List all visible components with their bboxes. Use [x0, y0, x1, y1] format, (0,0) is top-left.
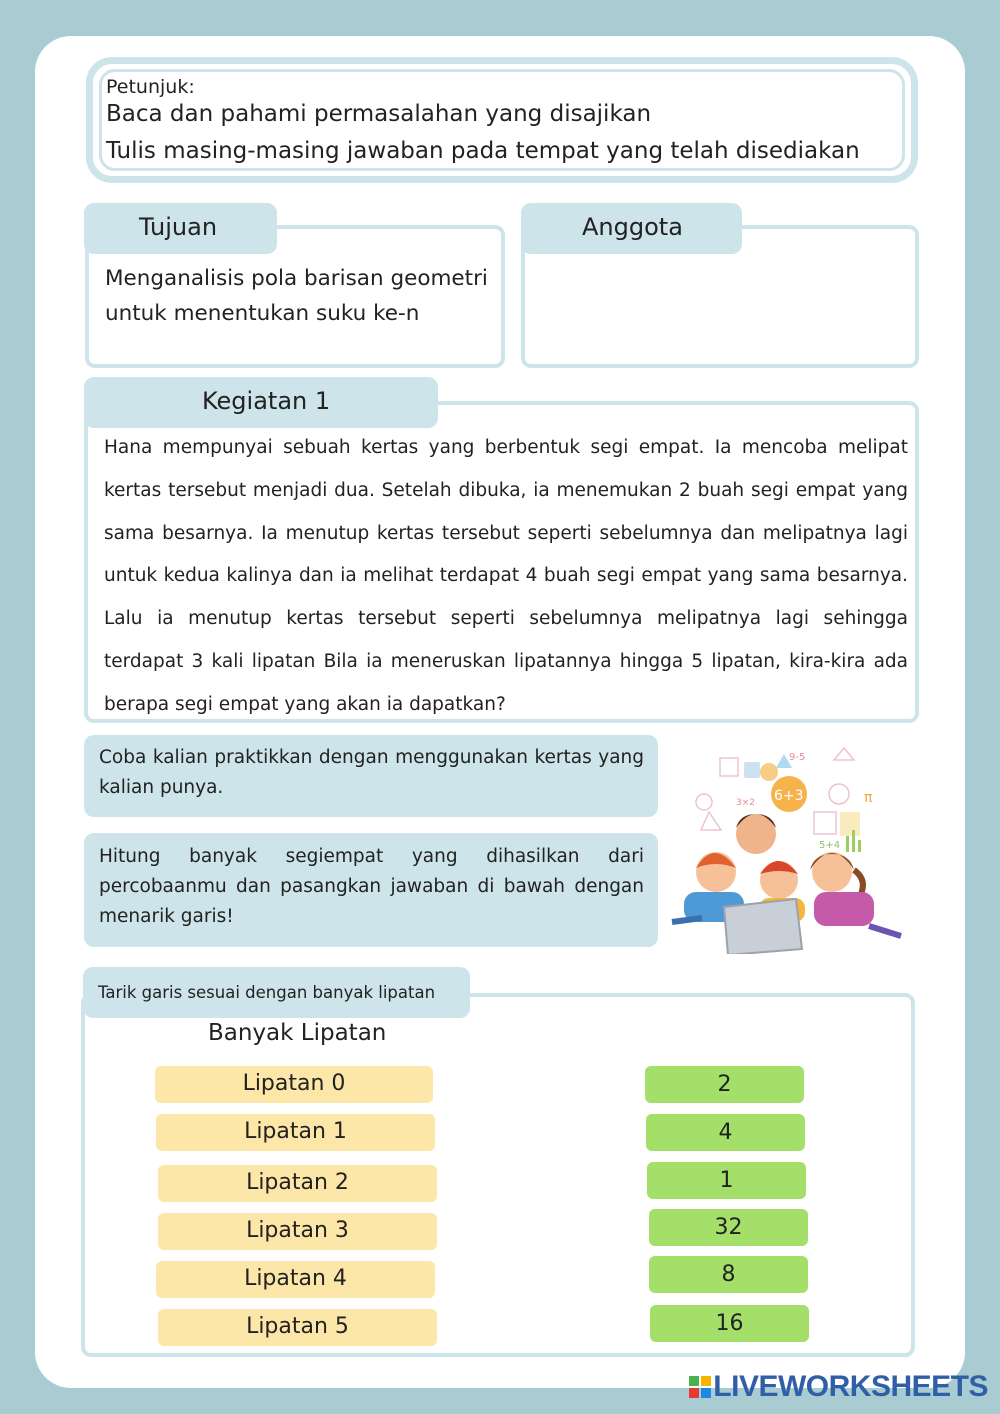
instruction-line-1: Baca dan pahami permasalahan yang disajikan — [106, 101, 652, 127]
fold-item-5[interactable]: Lipatan 5 — [158, 1309, 437, 1346]
answer-item-5[interactable]: 16 — [650, 1305, 809, 1342]
svg-text:3×2: 3×2 — [736, 798, 755, 808]
members-title: Anggota — [582, 213, 683, 241]
answer-item-1[interactable]: 4 — [646, 1114, 805, 1151]
fold-item-3[interactable]: Lipatan 3 — [158, 1213, 437, 1250]
answer-item-0[interactable]: 2 — [645, 1066, 804, 1103]
fold-item-0[interactable]: Lipatan 0 — [155, 1066, 433, 1103]
objective-line-2: untuk menentukan suku ke-n — [105, 301, 420, 326]
liveworksheets-logo[interactable] — [689, 1370, 988, 1404]
kids-laptop-illustration — [664, 742, 910, 954]
instruction-line-2: Tulis masing-masing jawaban pada tempat yang telah disediakan — [106, 138, 860, 164]
fold-item-1[interactable]: Lipatan 1 — [156, 1114, 435, 1151]
bubble-text: 6+3 — [774, 788, 804, 804]
fold-item-4[interactable]: Lipatan 4 — [156, 1261, 435, 1298]
svg-text:π: π — [864, 790, 873, 806]
activity-problem-text: Hana mempunyai sebuah kertas yang berbentuk segi empat. Ia mencoba melipat kertas tersebut menjadi dua. Setelah dibuka, ia menemukan 2 buah segi empat yang sama besarnya. Ia menutup kertas tersebut seperti sebelumnya dan melipatnya lagi untuk kedua kalinya dan ia melihat terdapat 4 buah segi empat yang sama besarnya. Lalu ia menutup kertas tersebut seperti sebelumnya melipatnya lagi sehingga terdapat 3 kali lipatan Bila ia meneruskan lipatannya hingga 5 lipatan, kira-kira ada berapa segi empat yang akan ia dapatkan? — [104, 437, 908, 715]
brand-name: LIVEWORKSHEETS — [713, 1370, 988, 1403]
practice-note: Coba kalian praktikkan dengan menggunakan kertas yang kalian punya. — [84, 735, 658, 817]
activity-title: Kegiatan 1 — [202, 387, 331, 415]
answer-item-2[interactable]: 1 — [647, 1162, 806, 1199]
objective-title: Tujuan — [139, 213, 218, 241]
liveworksheets-mark-icon — [689, 1376, 711, 1398]
objective-line-1: Menganalisis pola barisan geometri — [105, 266, 488, 291]
fold-item-2[interactable]: Lipatan 2 — [158, 1165, 437, 1202]
answer-item-4[interactable]: 8 — [649, 1256, 808, 1293]
answer-item-3[interactable]: 32 — [649, 1209, 808, 1246]
members-input[interactable] — [540, 270, 900, 350]
count-note: Hitung banyak segiempat yang dihasilkan dari percobaanmu dan pasangkan jawaban di bawah dengan menarik garis! — [84, 833, 658, 947]
svg-text:5+4: 5+4 — [819, 840, 841, 851]
instructions-label: Petunjuk: — [106, 76, 195, 98]
matching-heading: Banyak Lipatan — [208, 1020, 387, 1046]
svg-text:9-5: 9-5 — [789, 752, 806, 763]
matching-instruction: Tarik garis sesuai dengan banyak lipatan — [98, 983, 436, 1002]
